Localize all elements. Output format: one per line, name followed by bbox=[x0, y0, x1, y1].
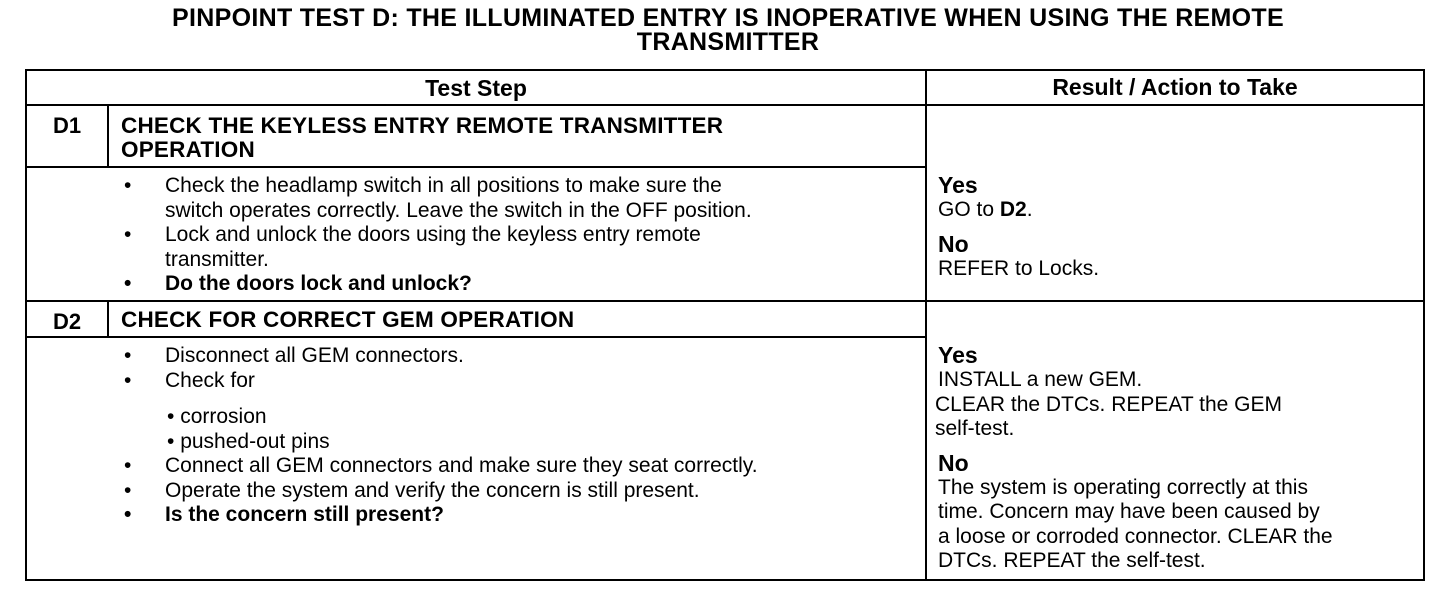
yes-action-line: CLEAR the DTCs. REPEAT the GEM bbox=[935, 392, 1282, 416]
step-id-d1: D1 bbox=[52, 113, 82, 138]
bullet-icon: • bbox=[124, 344, 132, 367]
pinpoint-test-table bbox=[25, 69, 1425, 581]
step-id-divider-d2 bbox=[107, 302, 109, 338]
sub-list bbox=[117, 405, 758, 454]
yes-label: Yes bbox=[938, 342, 978, 368]
yes-action-line: INSTALL a new GEM. bbox=[938, 368, 1143, 391]
list-item: • Operate the system and verify the concern is still present. bbox=[124, 478, 700, 502]
bullet-icon: • bbox=[124, 272, 132, 295]
list-item: • Lock and unlock the doors using the keyless entry remote transmitter. bbox=[124, 223, 701, 271]
list-item: • Check for bbox=[124, 368, 255, 392]
bullet-icon: • bbox=[124, 478, 132, 502]
list-item: • Connect all GEM connectors and make sure they seat correctly. bbox=[124, 454, 758, 477]
list-item: • Check the headlamp switch in all positions to make sure the switch operates correctly. Leave the switch in the OFF position. bbox=[124, 174, 752, 222]
no-label: No bbox=[938, 230, 969, 257]
sub-list-item: • pushed-out pins bbox=[167, 429, 330, 453]
title-line-1: PINPOINT TEST D: THE ILLUMINATED ENTRY IS INOPERATIVE WHEN USING THE REMOTE bbox=[172, 4, 1284, 32]
sub-list-item: • corrosion bbox=[167, 405, 267, 428]
list-item-question: • Do the doors lock and unlock? bbox=[124, 272, 472, 295]
d2-title-divider bbox=[27, 336, 925, 338]
bullet-icon: • bbox=[124, 174, 132, 197]
no-label: No bbox=[938, 449, 969, 476]
yes-action: GO to D2. bbox=[938, 198, 1033, 221]
step-reference: D2 bbox=[999, 198, 1027, 221]
bullet-icon: • bbox=[124, 503, 132, 526]
bullet-icon: • bbox=[124, 454, 132, 477]
no-action-line: The system is operating correctly at this bbox=[938, 475, 1308, 499]
step-title-d2: CHECK FOR CORRECT GEM OPERATION bbox=[121, 307, 575, 332]
step-body-d1 bbox=[117, 174, 752, 297]
step-title-d1 bbox=[121, 114, 723, 162]
no-action-line: DTCs. REPEAT the self-test. bbox=[938, 549, 1206, 572]
no-action-line: a loose or corroded connector. CLEAR the bbox=[938, 524, 1333, 548]
header-result-action: Result / Action to Take bbox=[1052, 74, 1298, 100]
step-id-d2: D2 bbox=[52, 309, 82, 334]
result-d2 bbox=[935, 342, 1333, 574]
result-column-divider bbox=[925, 71, 927, 579]
no-action-line: time. Concern may have been caused by bbox=[938, 500, 1320, 523]
d1-title-divider bbox=[27, 166, 925, 168]
list-item: • Disconnect all GEM connectors. bbox=[124, 344, 464, 367]
step-body-d2 bbox=[117, 344, 758, 528]
d1-d2-divider bbox=[27, 300, 1423, 302]
page-title bbox=[0, 6, 1456, 54]
no-action: REFER to Locks. bbox=[938, 256, 1100, 280]
bullet-icon: • bbox=[124, 368, 132, 392]
yes-label: Yes bbox=[938, 172, 978, 198]
title-line-2: TRANSMITTER bbox=[636, 28, 820, 56]
yes-action-line: self-test. bbox=[935, 417, 1015, 440]
list-item-question: • Is the concern still present? bbox=[124, 503, 444, 526]
step-title-d1-line-1: CHECK THE KEYLESS ENTRY REMOTE TRANSMITTER bbox=[121, 113, 724, 138]
result-d1 bbox=[938, 172, 1099, 281]
header-test-step: Test Step bbox=[425, 75, 527, 101]
step-id-divider-d1 bbox=[107, 106, 109, 168]
step-title-d1-line-2: OPERATION bbox=[121, 137, 255, 162]
bullet-icon: • bbox=[124, 223, 132, 246]
